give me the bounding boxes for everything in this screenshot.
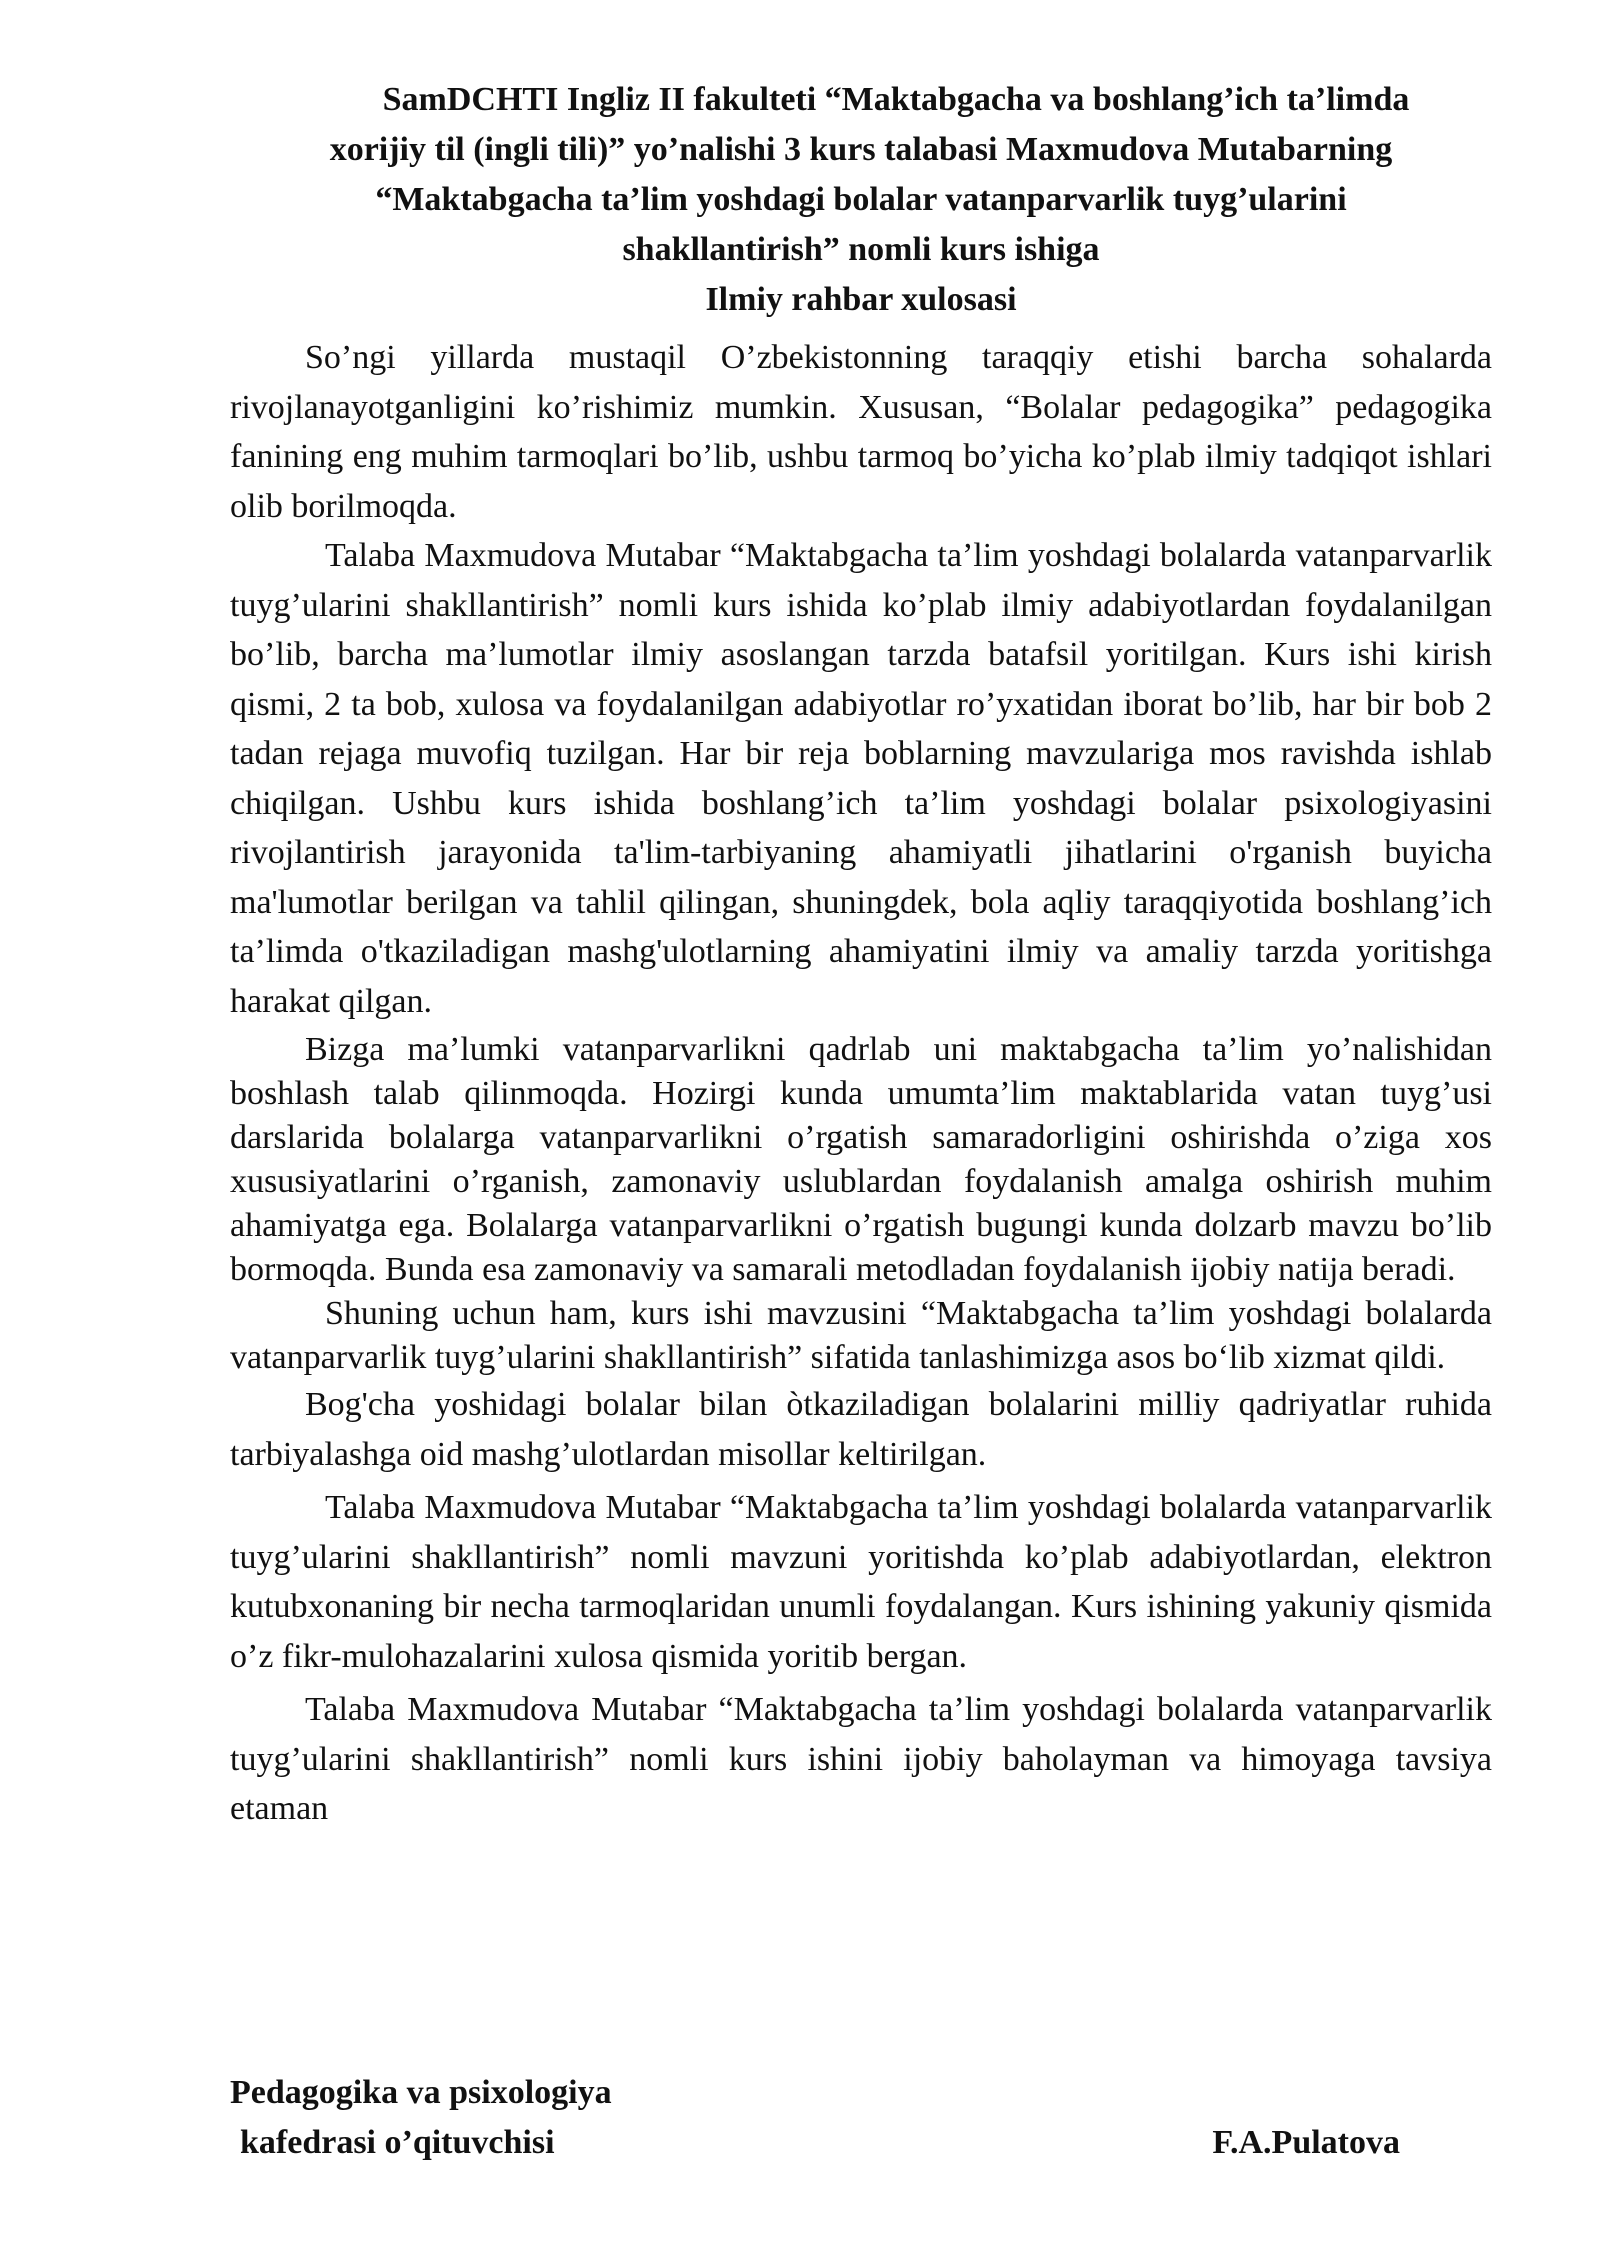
paragraph-5: Bog'cha yoshidagi bolalar bilan òtkaziladigan bolalarini milliy qadriyatlar ruhida tarbiyalashga oid mashg’ulotlardan misollar keltirilgan. [230, 1386, 1492, 1473]
document-body [230, 333, 1492, 1834]
document-subtitle: Ilmiy rahbar xulosasi [705, 281, 1017, 318]
signature-department-line-1: Pedagogika va psixologiya [230, 2074, 612, 2111]
paragraph-3: Bizga ma’lumki vatanparvarlikni qadrlab uni maktabgacha ta’lim yo’nalishidan boshlash talab qilinmoqda. Hozirgi kunda umumta’lim maktablarida vatan tuyg’usi darslarida bolalarga vatanparvarlikni o’rgatish samaradorligini oshirishda o’ziga xos xususiyatlarini o’rganish, zamonaviy uslublardan foydalanish amalga oshirish muhim ahamiyatga ega. Bolalarga vatanparvarlikni o’rgatish bugungi kunda dolzarb mavzu bo’lib bormoqda. Bunda esa zamonaviy va samarali metodladan foydalanish ijobiy natija beradi. [230, 1031, 1492, 1288]
paragraph-4: Shuning uchun ham, kurs ishi mavzusini “Maktabgacha ta’lim yoshdagi bolalarda vatanparvarlik tuyg’ularini shakllantirish” sifatida tanlashimizga asos bo‘lib xizmat qildi. [230, 1295, 1492, 1376]
heading-line-4: shakllantirish” nomli kurs ishiga [622, 231, 1100, 268]
document-heading [230, 75, 1492, 325]
signature-block [230, 2068, 1400, 2168]
signatory-name: F.A.Pulatova [1212, 2124, 1400, 2161]
paragraph-1: So’ngi yillarda mustaqil O’zbekistonning taraqqiy etishi barcha sohalarda rivojlanayotganligini ko’rishimiz mumkin. Xususan, “Bolalar pedagogika” pedagogika fanining eng muhim tarmoqlari bo’lib, ushbu tarmoq bo’yicha ko’plab ilmiy tadqiqot ishlari olib borilmoqda. [230, 339, 1492, 525]
heading-line-2: xorijiy til (ingli tili)” yo’nalishi 3 kurs talabasi Maxmudova Mutabarning [329, 131, 1393, 168]
signature-row [230, 2118, 1400, 2168]
paragraph-6: Talaba Maxmudova Mutabar “Maktabgacha ta’lim yoshdagi bolalarda vatanparvarlik tuyg’ularini shakllantirish” nomli mavzuni yoritishda ko’plab adabiyotlardan, elektron kutubxonaning bir necha tarmoqlaridan unumli foydalangan. Kurs ishining yakuniy qismida o’z fikr-mulohazalarini xulosa qismida yoritib bergan. [230, 1489, 1492, 1675]
paragraph-7: Talaba Maxmudova Mutabar “Maktabgacha ta’lim yoshdagi bolalarda vatanparvarlik tuyg’ularini shakllantirish” nomli kurs ishini ijobiy baholayman va himoyaga tavsiya etaman [230, 1691, 1492, 1827]
paragraph-2: Talaba Maxmudova Mutabar “Maktabgacha ta’lim yoshdagi bolalarda vatanparvarlik tuyg’ularini shakllantirish” nomli kurs ishida ko’plab ilmiy adabiyotlardan foydalanilgan bo’lib, barcha ma’lumotlar ilmiy asoslangan tarzda batafsil yoritilgan. Kurs ishi kirish qismi, 2 ta bob, xulosa va foydalanilgan adabiyotlar ro’yxatidan iborat bo’lib, har bir bob 2 tadan rejaga muvofiq tuzilgan. Har bir reja boblarning mavzulariga mos ravishda ishlab chiqilgan. Ushbu kurs ishida boshlang’ich ta’lim yoshdagi bolalar psixologiyasini rivojlantirish jarayonida ta'lim-tarbiyaning ahamiyatli jihatlarini o'rganish buyicha ma'lumotlar berilgan va tahlil qilingan, shuningdek, bola aqliy taraqqiyotida boshlang’ich ta’limda o'tkaziladigan mashg'ulotlarning ahamiyatini ilmiy va amaliy tarzda yoritishga harakat qilgan. [230, 537, 1492, 1020]
document-page [230, 75, 1492, 1834]
heading-line-1: SamDCHTI Ingliz II fakulteti “Maktabgacha va boshlang’ich ta’limda [382, 81, 1410, 118]
heading-line-3: “Maktabgacha ta’lim yoshdagi bolalar vatanparvarlik tuyg’ularini [375, 181, 1347, 218]
signature-department-line-2: kafedrasi o’qituvchisi [240, 2124, 555, 2161]
